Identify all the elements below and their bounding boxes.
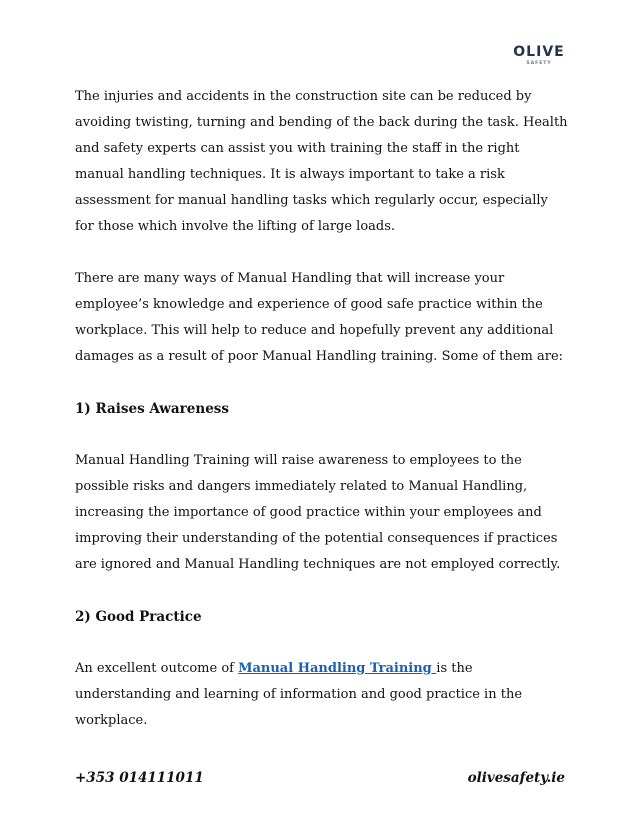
document-body [75,84,570,760]
paragraph-good-practice [75,656,570,734]
footer-phone: +353 014111011 [75,770,204,786]
heading-good-practice: 2) Good Practice [75,609,202,625]
heading-raises-awareness: 1) Raises Awareness [75,401,229,417]
logo-wordmark: OLIVE [513,44,565,60]
olive-safety-logo [511,44,567,67]
manual-handling-training-link[interactable]: Manual Handling Training [238,661,437,676]
logo-subtitle: SAFETY [526,61,552,66]
page-footer [75,770,565,790]
paragraph-awareness: Manual Handling Training will raise awareness to employees to the possible risks and dangers immediately related to Manual Handling, increasing the importance of good practice within your employees and improving their understanding of the potential consequences if practices are ignored and Manual Handling techniques are not employed correctly. [75,453,561,572]
text-after-link: is the understanding and learning of information and good practice in the workplace. [75,661,523,728]
paragraph-intro: The injuries and accidents in the construction site can be reduced by avoiding twisting, turning and bending of the back during the task. Health and safety experts can assist you with training the staff in the right manual handling techniques. It is always important to take a risk assessment for manual handling tasks which regularly occur, especially for those which involve the lifting of large loads. [75,89,568,234]
footer-website: olivesafety.ie [467,770,565,786]
text-before-link: An excellent outcome of [75,661,239,676]
paragraph-ways: There are many ways of Manual Handling that will increase your employee’s knowledge and experience of good safe practice within the workplace. This will help to reduce and hopefully prevent any additional damages as a result of poor Manual Handling training. Some of them are: [75,271,564,364]
